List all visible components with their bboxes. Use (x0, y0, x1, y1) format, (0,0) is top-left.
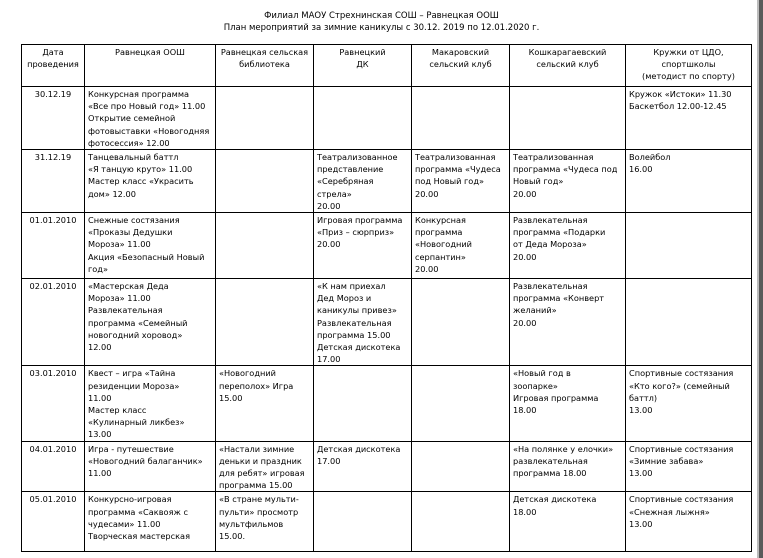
event-line: Новый год» (513, 176, 564, 187)
event-line: фотовыставки «Новогодняя (88, 125, 210, 136)
event-line: 18.00 (513, 405, 537, 416)
event-line: 12.00 (88, 342, 112, 353)
table-row (22, 279, 752, 366)
event-line: деньки и праздник (219, 455, 302, 466)
event-line: Развлекательная (88, 305, 163, 316)
event-line: программа «Чудеса под (513, 164, 618, 175)
table-row (22, 441, 752, 492)
event-cell-makarovsky-club (412, 213, 510, 279)
event-line: желаний» (513, 305, 557, 316)
event-line: Спортивные состязания (629, 368, 734, 379)
table-body (22, 87, 752, 552)
table-row (22, 366, 752, 441)
event-line: 17.00 (317, 354, 341, 365)
event-line: «Зимние забава» (629, 455, 704, 466)
event-line: от Деда Мороза» (513, 239, 587, 250)
event-line: Кружок «Истоки» 11.30 (629, 89, 732, 99)
event-line: «Все про Новый год» 11.00 (88, 101, 206, 112)
event-cell-ravnets-library (216, 366, 314, 441)
event-line: 17.00 (317, 455, 341, 466)
event-cell-koshkaragaevsky-club (510, 213, 626, 279)
table-row (22, 213, 752, 279)
column-header-koshkaragaevsky-club (510, 45, 626, 87)
date-cell: 31.12.19 (22, 150, 85, 213)
event-line: 20.00 (415, 263, 439, 274)
event-line: Баскетбол 12.00-12.45 (629, 101, 727, 112)
event-line: 16.00 (629, 164, 653, 175)
event-cell-koshkaragaevsky-club (510, 87, 626, 150)
event-line: Открытие семейной (88, 113, 176, 124)
event-line: программа 15.00 (317, 329, 391, 340)
event-line: Игра - путешествие (88, 443, 174, 454)
event-line: чудесами» 11.00 (88, 518, 161, 529)
event-line: программа «Саквояж с (88, 506, 188, 517)
event-line: Детская дискотека (513, 494, 597, 505)
event-line: Мастер класс (88, 405, 147, 416)
event-line: Спортивные состязания (629, 494, 734, 505)
event-line: 20.00 (415, 188, 439, 199)
event-line: 11.00 (88, 468, 112, 479)
event-line: программа «Семейный (88, 317, 188, 328)
date-cell: 04.01.2010 (22, 441, 85, 492)
event-cell-ravnets-school (85, 150, 216, 213)
event-line: Конкурсно-игровая (88, 494, 172, 505)
event-line: Развлекательная (513, 215, 588, 226)
date-cell: 03.01.2010 (22, 366, 85, 441)
event-line: Квест – игра «Тайна (88, 368, 176, 379)
event-cell-makarovsky-club (412, 492, 510, 552)
event-line: переполох» Игра (219, 380, 294, 391)
column-header-line: (методист по спорту) (642, 71, 735, 82)
event-cell-makarovsky-club (412, 441, 510, 492)
event-line: «Настали зимние (219, 443, 295, 454)
event-line: год» (88, 263, 108, 274)
event-line: программа «Подарки (513, 227, 606, 238)
column-header-line: сельский клуб (429, 59, 492, 70)
event-line: Театрализованная (513, 152, 594, 163)
event-line: «К нам приехал (317, 281, 386, 292)
vertical-scrollbar[interactable] (759, 0, 763, 558)
event-line: каникулы привез» (317, 305, 397, 316)
event-line: «Кто кого?» (семейный (629, 380, 730, 391)
event-line: Развлекательная (513, 281, 588, 292)
event-line: Волейбол (629, 152, 671, 163)
event-line: «Мастерская Деда (88, 281, 169, 292)
event-line: Мастер класс «Украсить (88, 176, 194, 187)
event-cell-koshkaragaevsky-club (510, 441, 626, 492)
event-line: Развлекательная (317, 317, 392, 328)
event-line: дом» 12.00 (88, 188, 136, 199)
event-cell-ravnets-house-of-culture (314, 492, 412, 552)
event-cell-makarovsky-club (412, 279, 510, 366)
event-cell-sports-circles (626, 150, 752, 213)
column-header-line: Кошкарагаевский (528, 47, 607, 57)
event-cell-ravnets-library (216, 150, 314, 213)
event-cell-ravnets-school (85, 87, 216, 150)
event-line: 15.00 (219, 392, 243, 403)
event-line: программа 15.00 (219, 480, 293, 491)
event-line: зоопарке» (513, 380, 558, 391)
event-line: Мороза» 11.00 (88, 239, 151, 250)
event-cell-sports-circles (626, 441, 752, 492)
column-header-line: спортшколы (661, 59, 716, 70)
event-cell-sports-circles (626, 366, 752, 441)
event-line: программа 18.00 (513, 468, 587, 479)
event-cell-koshkaragaevsky-club (510, 279, 626, 366)
event-line: 20.00 (513, 317, 537, 328)
event-line: 11.00 (88, 392, 112, 403)
event-cell-ravnets-library (216, 441, 314, 492)
event-line: Творческая мастерская (88, 531, 190, 542)
column-header-line: Равнецкая сельская (220, 47, 309, 57)
event-cell-koshkaragaevsky-club (510, 492, 626, 552)
events-table (21, 44, 752, 552)
event-line: 20.00 (513, 188, 537, 199)
column-header-line: Дата (42, 47, 64, 57)
event-cell-ravnets-library (216, 213, 314, 279)
event-line: 13.00 (629, 518, 653, 529)
event-line: «Я танцую круто» 11.00 (88, 164, 193, 175)
event-cell-ravnets-school (85, 441, 216, 492)
event-line: Конкурсная (415, 215, 466, 226)
event-line: «Приз – сюрприз» (317, 227, 395, 238)
date-cell: 02.01.2010 (22, 279, 85, 366)
event-line: развлекательная (513, 455, 588, 466)
event-line: «Серебряная (317, 176, 374, 187)
column-header-line: сельский клуб (536, 59, 599, 70)
event-cell-ravnets-house-of-culture (314, 87, 412, 150)
event-line: Дед Мороз и (317, 293, 372, 304)
event-cell-ravnets-library (216, 87, 314, 150)
event-line: Акция «Безопасный Новый (88, 251, 205, 262)
column-header-line: Кружки от ЦДО, (653, 47, 724, 57)
event-line: «Снежная лыжня» (629, 506, 710, 517)
event-cell-makarovsky-club (412, 150, 510, 213)
event-line: «Новогодний (219, 368, 276, 379)
table-header-row (22, 45, 752, 87)
event-cell-ravnets-library (216, 279, 314, 366)
event-line: стрела» (317, 188, 352, 199)
table-row (22, 492, 752, 552)
column-header-ravnets-house-of-culture (314, 45, 412, 87)
event-line: серпантин» (415, 251, 466, 262)
event-cell-sports-circles (626, 492, 752, 552)
event-cell-ravnets-school (85, 213, 216, 279)
event-line: «Новогодний балаганчик» (88, 455, 203, 466)
event-line: Игровая программа (317, 215, 403, 226)
event-line: 13.00 (88, 429, 112, 440)
date-cell: 30.12.19 (22, 87, 85, 150)
event-line: Театрализованная (415, 152, 496, 163)
event-line: баттл) (629, 392, 658, 403)
event-cell-sports-circles (626, 213, 752, 279)
event-line: 15.00. (219, 531, 246, 542)
event-line: Конкурсная программа (88, 89, 190, 99)
event-line: Снежные состязания (88, 215, 180, 226)
header-title: Филиал МАОУ Стрехнинская СОШ – Равнецкая ООШ (264, 11, 499, 21)
event-line: 20.00 (513, 251, 537, 262)
page-header (0, 10, 763, 34)
event-cell-koshkaragaevsky-club (510, 150, 626, 213)
event-cell-ravnets-house-of-culture (314, 366, 412, 441)
column-header-line: Равнецкая ООШ (115, 47, 185, 57)
event-line: Мороза» 11.00 (88, 293, 151, 304)
event-cell-koshkaragaevsky-club (510, 366, 626, 441)
event-line: Театрализованное (317, 152, 398, 163)
event-cell-ravnets-house-of-culture (314, 213, 412, 279)
event-line: «Кулинарный ликбез» (88, 417, 185, 428)
event-line: Спортивные состязания (629, 443, 734, 454)
event-cell-ravnets-house-of-culture (314, 279, 412, 366)
event-line: 18.00 (513, 506, 537, 517)
column-header-ravnets-library (216, 45, 314, 87)
column-header-line: ДК (356, 59, 369, 70)
event-cell-ravnets-house-of-culture (314, 441, 412, 492)
column-header-line: библиотека (239, 59, 290, 70)
event-line: Детская дискотека (317, 443, 401, 454)
event-line: представление (317, 164, 384, 175)
event-line: для ребят» игровая (219, 468, 305, 479)
event-cell-ravnets-school (85, 492, 216, 552)
event-line: «На полянке у елочки» (513, 443, 614, 454)
column-header-ravnets-school (85, 45, 216, 87)
event-line: Игровая программа (513, 392, 599, 403)
column-header-sports-circles (626, 45, 752, 87)
date-cell: 01.01.2010 (22, 213, 85, 279)
event-line: программа «Чудеса (415, 164, 501, 175)
event-cell-sports-circles (626, 279, 752, 366)
event-line: 13.00 (629, 405, 653, 416)
event-line: Танцевальный баттл (88, 152, 179, 163)
event-line: резиденции Мороза» (88, 380, 180, 391)
date-cell: 05.01.2010 (22, 492, 85, 552)
column-header-line: Равнецкий (339, 47, 386, 57)
event-line: 20.00 (317, 239, 341, 250)
event-line: «Проказы Дедушки (88, 227, 173, 238)
event-line: «Новый год в (513, 368, 571, 379)
column-header-makarovsky-club (412, 45, 510, 87)
event-cell-ravnets-house-of-culture (314, 150, 412, 213)
table-row (22, 87, 752, 150)
column-header-line: Макаровский (431, 47, 490, 57)
event-line: 13.00 (629, 468, 653, 479)
event-cell-ravnets-school (85, 279, 216, 366)
event-line: новогодний хоровод» (88, 329, 183, 340)
event-line: Детская дискотека (317, 342, 401, 353)
event-cell-sports-circles (626, 87, 752, 150)
table-row (22, 150, 752, 213)
event-line: 20.00 (317, 200, 341, 211)
event-line: «Новогодний (415, 239, 472, 250)
event-line: «В стране мульти- (219, 494, 299, 505)
event-line: под Новый год» (415, 176, 484, 187)
event-line: пульти» просмотр (219, 506, 299, 517)
event-line: программа «Конверт (513, 293, 605, 304)
event-cell-ravnets-school (85, 366, 216, 441)
header-subtitle: План мероприятий за зимние каникулы с 30.12. 2019 по 12.01.2020 г. (223, 23, 540, 33)
event-cell-makarovsky-club (412, 87, 510, 150)
event-line: фотосессия» 12.00 (88, 137, 170, 148)
event-line: программа (415, 227, 463, 238)
column-header-line: проведения (27, 59, 79, 70)
column-header-date (22, 45, 85, 87)
event-cell-ravnets-library (216, 492, 314, 552)
event-cell-makarovsky-club (412, 366, 510, 441)
event-line: мультфильмов (219, 518, 284, 529)
